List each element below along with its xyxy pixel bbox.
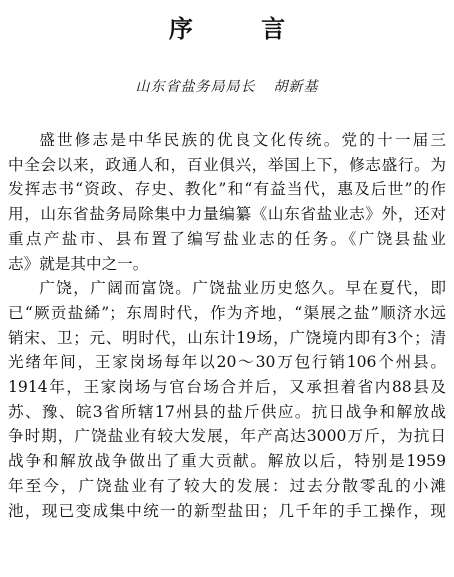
text-line: 中全会以来，政通人和，百业俱兴，举国上下，修志盛行。为: [8, 155, 446, 174]
text-line: 光绪年间，王家岗场每年以20～30万包行销106个州县。: [8, 353, 446, 372]
text-line: 苏、豫、皖3省所辖17州县的盐斤供应。抗日战争和解放战: [8, 402, 446, 421]
text-line: 重点产盐市、县布置了编写盐业志的任务。《广饶县盐业: [8, 229, 446, 248]
body-text: [8, 128, 446, 523]
page-title: 序 言: [168, 15, 316, 43]
text-line: 年至今，广饶盐业有了较大的发展：过去分散零乱的小滩: [8, 476, 446, 495]
text-line: 销宋、卫；元、明时代，山东计19场，广饶境内即有3个；清: [8, 328, 446, 347]
text-line: 用，山东省盐务局除集中力量编纂《山东省盐业志》外，还对: [8, 205, 446, 224]
text-line: 1914年，王家岗场与官台场合并后，又承担着省内88县及: [8, 378, 446, 397]
text-line: 广饶，广阔而富饶。广饶盐业历史悠久。早在夏代，即: [39, 279, 446, 298]
text-line: 盛世修志是中华民族的优良文化传统。党的十一届三: [39, 131, 446, 149]
author-position: 山东省盐务局局长: [135, 79, 256, 95]
text-line: 池，现已变成集中统一的新型盐田；几千年的手工操作，现: [8, 501, 446, 520]
paragraph-1: [8, 128, 446, 276]
author-name: 胡新基: [273, 79, 319, 95]
text-line: 争时期，广饶盐业有较大发展，年产高达3000万斤，为抗日: [8, 427, 446, 446]
text-line: 发挥志书“资政、存史、教化”和“有益当代，惠及后世”的作: [8, 180, 446, 199]
paragraph-2: [8, 276, 446, 523]
author-byline: [0, 78, 454, 96]
text-line: 已“厥贡盐絺”；东周时代，作为齐地，“渠展之盐”顺济水远: [8, 303, 446, 322]
text-line: 战争和解放战争做出了重大贡献。解放以后，特别是1959: [8, 452, 446, 471]
text-line: 志》就是其中之一。: [8, 254, 149, 273]
